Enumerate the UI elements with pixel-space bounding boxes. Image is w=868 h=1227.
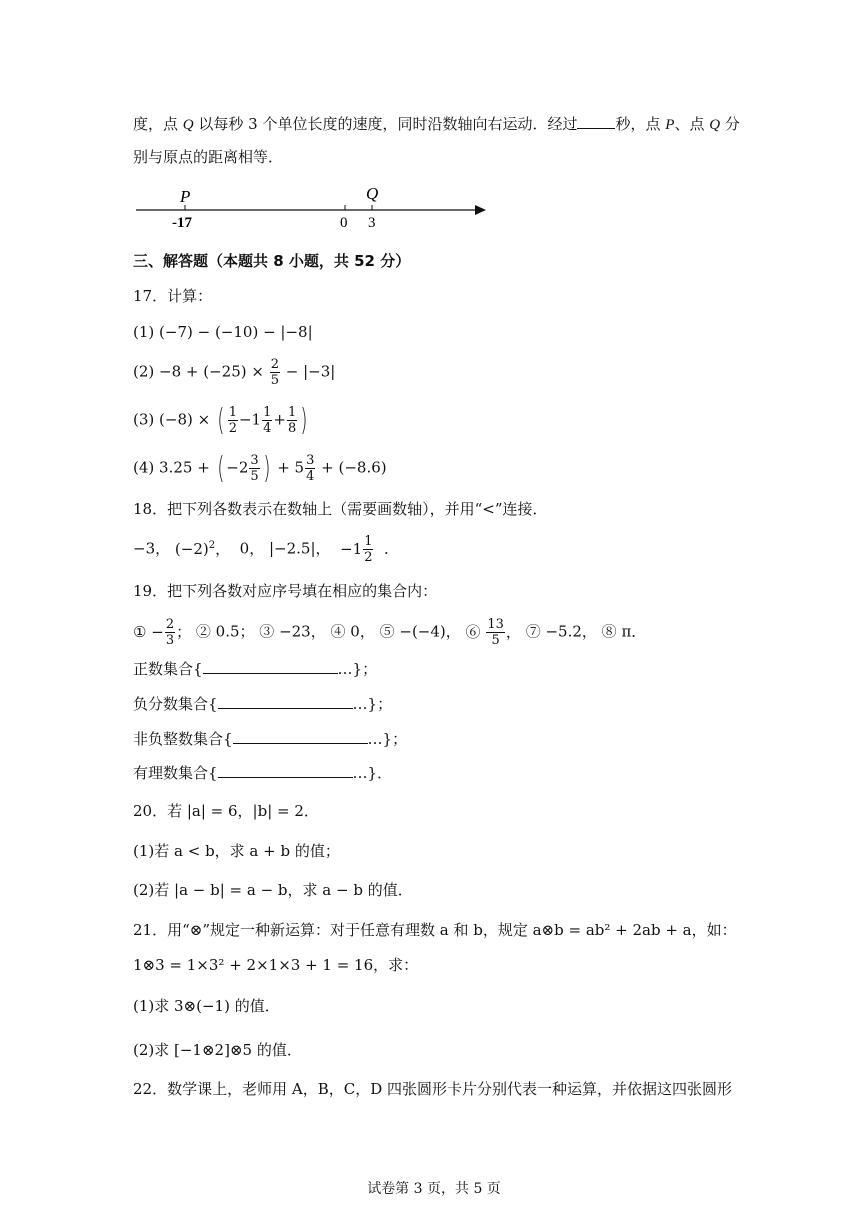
- q19-set-positive-end: …}；: [337, 660, 378, 678]
- q19-set-negative-fraction-label: 负分数集合{: [133, 695, 218, 713]
- q16-text-e: 分: [720, 115, 740, 133]
- q21-part2: (2)求 [−1⊗2]⊗5 的值．: [133, 1041, 302, 1059]
- q19-item-6: ⑥ $\frac{13}{5}$ ，: [465, 617, 521, 648]
- q16-line1: [133, 113, 740, 136]
- q19-set-rational-label: 有理数集合{: [133, 764, 218, 782]
- q17-part3-expr-a: (−8) ×: [159, 410, 211, 429]
- left-paren-icon: (: [217, 402, 225, 438]
- q17-part4-expr-c: + 5: [277, 458, 305, 477]
- q19-set-nonnegative-integer-end: …}；: [367, 730, 408, 748]
- q17-part1: [133, 321, 313, 343]
- q21-part1: (1)求 3⊗(−1) 的值．: [133, 997, 280, 1015]
- q16-answer-blank[interactable]: [577, 114, 615, 129]
- q16-var-q2: Q: [709, 117, 721, 133]
- q18-end: ．: [384, 539, 400, 558]
- right-paren-icon: ): [263, 450, 271, 486]
- q16-var-p: P: [665, 117, 675, 133]
- q18-numbers: [133, 534, 399, 565]
- right-paren-icon: ): [300, 402, 308, 438]
- q19-stem: 19．把下列各数对应序号填在相应的集合内：: [133, 582, 438, 600]
- q19-set-negative-fraction: [133, 693, 392, 715]
- q19-set-nonnegative-integer-blank[interactable]: [233, 729, 368, 744]
- q18-number-1: −3，: [133, 539, 171, 558]
- q17-part3-frac2: $\frac{1}{4}$: [263, 405, 272, 436]
- q19-set-positive-blank[interactable]: [203, 659, 338, 674]
- q16-line2: 别与原点的距离相等．: [133, 148, 284, 166]
- q17-part4-frac2: $\frac{3}{4}$: [306, 453, 315, 484]
- q17-part4-mixed-whole: −2: [226, 458, 249, 477]
- label-minus17: -17: [172, 215, 192, 231]
- q17-part4: [133, 450, 387, 486]
- q17-part2-fraction: $\frac{2}{5}$: [270, 357, 280, 388]
- label-q: Q: [366, 184, 379, 203]
- section-heading: 三、解答题（本题共 8 小题，共 52 分）: [133, 252, 411, 270]
- q21-example: 1⊗3 = 1×3² + 2×1×3 + 1 = 16，求：: [133, 956, 419, 974]
- q19-set-nonnegative-integer-label: 非负整数集合{: [133, 730, 233, 748]
- label-p: P: [180, 187, 191, 206]
- q19-item-7: ⑦ −5.2，: [525, 622, 597, 641]
- q17-part2-number: (2): [133, 362, 155, 381]
- q19-set-rational-end: …}．: [352, 764, 393, 782]
- q19-item-5: ⑤ −(−4)，: [379, 622, 461, 641]
- q16-var-q: Q: [182, 117, 194, 133]
- q17-part4-number: (4): [133, 458, 155, 477]
- q17-part3-number: (3): [133, 410, 155, 429]
- label-three: 3: [368, 215, 376, 231]
- q18-number-2: $(-2)^2$，: [174, 539, 231, 558]
- q16-text-b: 以每秒 3 个单位长度的速度，同时沿数轴向右运动．经过: [193, 115, 578, 133]
- q17-part3-frac1: $\frac{1}{2}$: [228, 405, 237, 436]
- q19-item-4: ④ 0，: [330, 622, 375, 641]
- q20-part1: (1)若 a < b，求 a + b 的值；: [133, 842, 340, 860]
- q19-set-positive: [133, 658, 377, 680]
- q19-set-positive-label: 正数集合{: [133, 660, 203, 678]
- number-line-arrow: [475, 205, 486, 215]
- q17-part3-plus: +: [273, 410, 286, 429]
- q16-text-a: 度，点: [133, 115, 183, 133]
- q19-set-rational-blank[interactable]: [218, 763, 353, 778]
- q19-set-negative-fraction-end: …}；: [352, 695, 393, 713]
- q19-set-rational: [133, 762, 392, 784]
- page-footer: 试卷第 3 页，共 5 页: [367, 1181, 501, 1197]
- q17-part2-expr-a: −8 + (−25) ×: [159, 362, 264, 381]
- q19-set-negative-fraction-blank[interactable]: [218, 694, 353, 709]
- q18-number-5: −1 $\frac{1}{2}$: [340, 534, 373, 565]
- q19-item-3: ③ −23，: [259, 622, 326, 641]
- q17-part3-minus: −1: [238, 410, 262, 429]
- q16-text-c: 秒，点: [615, 115, 666, 133]
- q17-part4-frac1: $\frac{3}{5}$: [250, 453, 259, 484]
- q20-stem: 20．若 |a| = 6，|b| = 2．: [133, 802, 319, 820]
- q19-item-8: ⑧ π．: [601, 622, 647, 641]
- q16-text-d: 、点: [674, 115, 710, 133]
- q17-part1-expression: (−7) − (−10) − |−8|: [159, 323, 313, 341]
- q22-stem: 22．数学课上，老师用 A，B，C，D 四张圆形卡片分别代表一种运算，并依据这四张圆形: [133, 1080, 732, 1098]
- q17-part1-number: (1): [133, 323, 155, 341]
- q18-number-3: 0，: [239, 539, 265, 558]
- q17-stem: 17．计算：: [133, 287, 213, 305]
- q17-part3-frac3: $\frac{1}{8}$: [287, 405, 297, 436]
- q17-part3: [133, 402, 310, 438]
- q20-part2: (2)若 |a − b| = a − b，求 a − b 的值．: [133, 881, 413, 899]
- number-line-figure: [130, 182, 500, 232]
- q19-items: [133, 617, 646, 648]
- q17-part4-expr-a: 3.25 +: [159, 458, 210, 477]
- q19-item-2: ② 0.5；: [195, 622, 255, 641]
- q17-part2: [133, 357, 335, 388]
- q21-stem: 21．用“⊗”规定一种新运算：对于任意有理数 a 和 b，规定 a⊗b = ab² + 2ab + a，如：: [133, 921, 737, 939]
- q19-item-1: ① − $\frac{2}{3}$ ；: [133, 617, 192, 648]
- q17-part2-expr-b: − |−3|: [285, 362, 336, 381]
- left-paren-icon: (: [216, 450, 224, 486]
- q17-part4-expr-d: + (−8.6): [321, 458, 387, 477]
- label-zero: 0: [340, 215, 348, 231]
- q19-set-nonnegative-integer: [133, 728, 407, 750]
- q18-number-4: |−2.5|，: [269, 539, 331, 558]
- q18-stem: 18．把下列各数表示在数轴上（需要画数轴），并用“<”连接．: [133, 500, 548, 518]
